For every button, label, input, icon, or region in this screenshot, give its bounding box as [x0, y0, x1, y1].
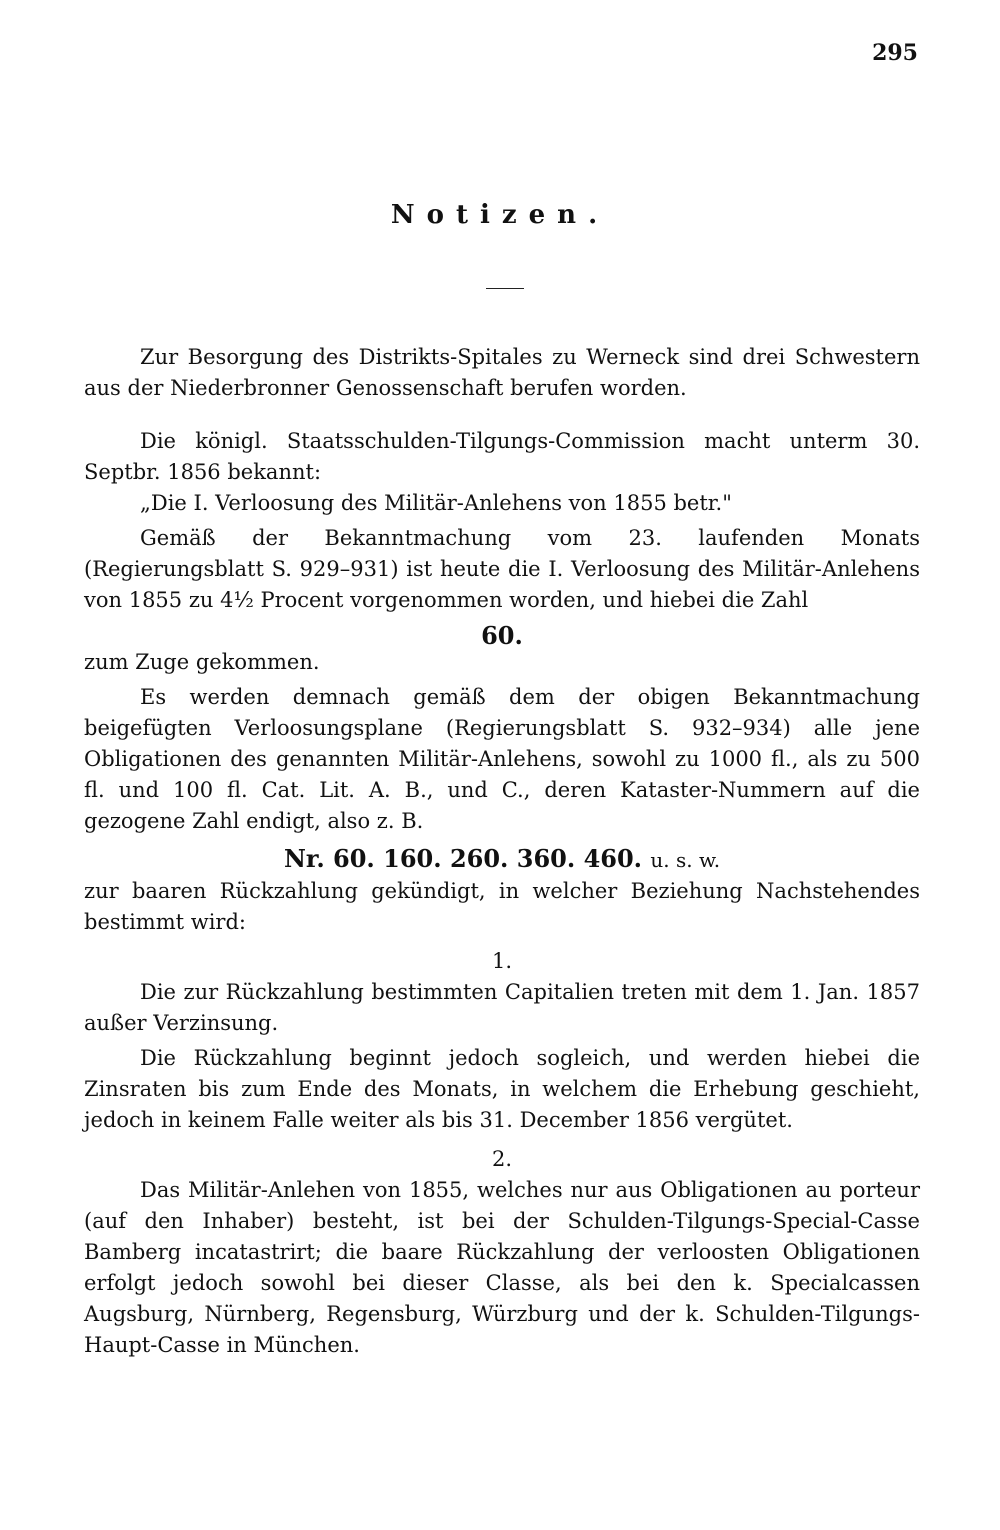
paragraph-obligations: Es werden demnach gemäß dem der obigen Bekanntmachung beigefügten Verloosungsplane (Regierungsblatt S. 932–934) alle jene Obligationen des genannten Militär-Anlehens, sowohl zu 1000 fl., als zu 500 fl. und 100 fl. Cat. Lit. A. B., und C., deren Kataster-Nummern auf die gezogene Zahl endigt, also z. B.	[84, 685, 920, 833]
section-number-1: 1.	[491, 949, 513, 973]
page-number: 295	[872, 40, 918, 66]
paragraph-announcement: Gemäß der Bekanntmachung vom 23. laufenden Monats (Regierungsblatt S. 929–931) ist heute die I. Verloosung des Militär-Anlehens von 1855 zu 4½ Procent vorgenommen worden, und hiebei die Zahl	[84, 526, 920, 612]
paragraph-hospital: Zur Besorgung des Distrikts-Spitales zu Werneck sind drei Schwestern aus der Niederbronner Genossenschaft berufen worden.	[84, 345, 920, 400]
section-number-2: 2.	[491, 1147, 513, 1171]
number-examples-list: Nr. 60. 160. 260. 360. 460.	[283, 844, 643, 873]
body-text	[84, 342, 920, 1361]
paragraph-quote-title: „Die I. Verloosung des Militär-Anlehens von 1855 betr."	[140, 491, 732, 515]
paragraph-repayment-start: Die Rückzahlung beginnt jedoch sogleich, und werden hiebei die Zinsraten bis zum Ende des Monats, in welchem die Erhebung geschieht, jedoch in keinem Falle weiter als bis 31. December 1856 vergütet.	[84, 1046, 920, 1132]
heading-divider	[486, 288, 524, 289]
paragraph-drawn: zum Zuge gekommen.	[84, 650, 320, 674]
page-heading: Notizen.	[390, 200, 610, 230]
paragraph-commission: Die königl. Staatsschulden-Tilgungs-Commission macht unterm 30. Septbr. 1856 bekannt:	[84, 429, 920, 484]
number-examples	[84, 843, 920, 876]
paragraph-paying-offices: Das Militär-Anlehen von 1855, welches nur aus Obligationen au porteur (auf den Inhaber) besteht, ist bei der Schulden-Tilgungs-Special-Casse Bamberg incatastrirt; die baare Rückzahlung der verloosten Obligationen erfolgt jedoch sowohl bei dieser Classe, als bei den k. Specialcassen Augsburg, Nürnberg, Regensburg, Würzburg und der k. Schulden-Tilgungs-Haupt-Casse in München.	[84, 1178, 920, 1357]
paragraph-repayment: zur baaren Rückzahlung gekündigt, in welcher Beziehung Nachstehendes bestimmt wird:	[84, 879, 920, 934]
number-examples-etc: u. s. w.	[650, 848, 721, 872]
paragraph-interest-end: Die zur Rückzahlung bestimmten Capitalien treten mit dem 1. Jan. 1857 außer Verzinsung.	[84, 980, 920, 1035]
drawn-number: 60.	[481, 621, 523, 650]
